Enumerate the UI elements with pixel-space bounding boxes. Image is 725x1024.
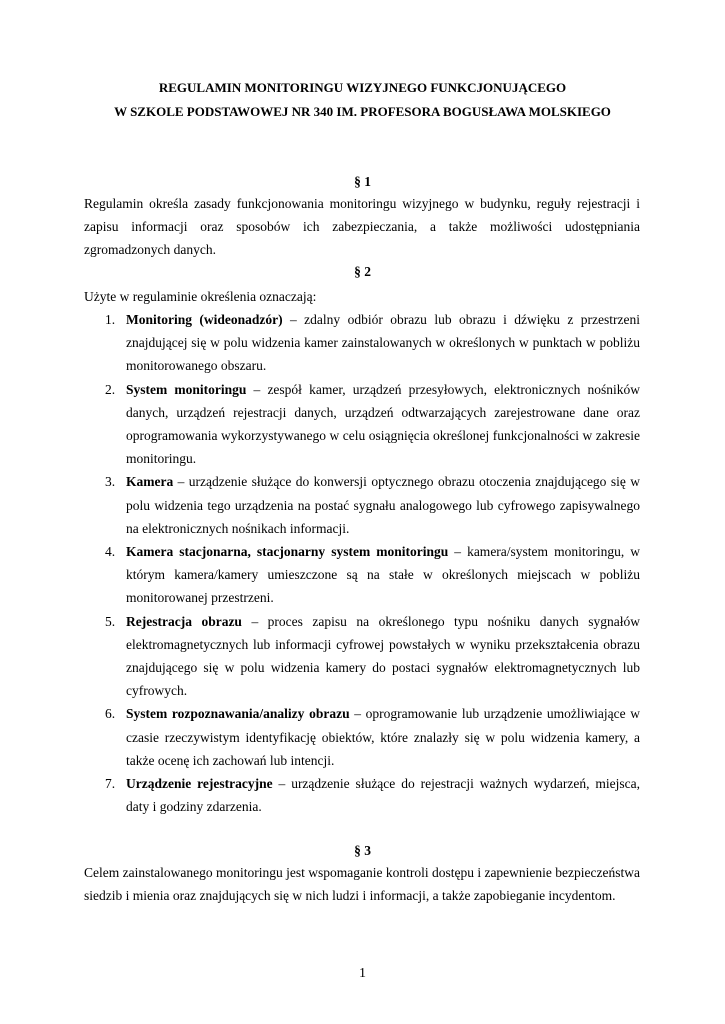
list-item-term: System rozpoznawania/analizy obrazu (126, 706, 350, 722)
list-item-number: 4. (105, 543, 116, 559)
list-item-number: 1. (105, 312, 116, 327)
list-item-term: Kamera stacjonarna, stacjonarny system monitoringu (126, 543, 449, 559)
list-item-term: Urządzenie rejestracyjne (126, 775, 273, 791)
section-3-text: Celem zainstalowanego monitoringu jest wspomaganie kontroli dostępu i zapewnienie bezpieczeństwa siedzib i mienia oraz znajdujących się w nich ludzi i informacji, a także zapobieganie incydentom. (84, 865, 640, 904)
list-item-number: 2. (105, 381, 116, 397)
list-item-text: – kamera/system monitoringu, w którym kamera/kamery umieszczone są na stałe w określonych miejscach w pobliżu monitorowanej przestrzeni. (126, 543, 640, 606)
section-1-text: Regulamin określa zasady funkcjonowania monitoringu wizyjnego w budynku, reguły rejestracji i zapisu informacji oraz sposobów ich zabezpieczania, a także możliwości udostępniania zgromadzonych danych. (84, 196, 640, 258)
section-3-heading: § 3 (354, 843, 371, 858)
document-title-line-2: W SZKOLE PODSTAWOWEJ NR 340 IM. PROFESORA BOGUSŁAWA MOLSKIEGO (114, 104, 611, 119)
list-item-text: – proces zapisu na określonego typu nośniku danych sygnałów elektromagnetycznych lub informacji cyfrowej powstałych w wyniku przekształcenia obrazu znajdującego się w polu widzenia kamery do postaci sygnałów elektromagnetycznych lub cyfrowych. (126, 613, 640, 699)
section-2-heading: § 2 (354, 264, 371, 279)
section-2-intro: Użyte w regulaminie określenia oznaczają: (84, 289, 317, 304)
list-item (84, 378, 640, 471)
list-item-term: Kamera (126, 474, 174, 490)
document-title-line-1: REGULAMIN MONITORINGU WIZYJNEGO FUNKCJONUJĄCEGO (158, 80, 567, 95)
list-item-number: 7. (105, 775, 116, 791)
list-item-text: – oprogramowanie lub urządzenie umożliwiające w czasie rzeczywistym identyfikację obiektów, które znalazły się w polu widzenia kamery, a także ocenę ich zachowań lub intencji. (126, 706, 640, 768)
list-item-text: – zespół kamer, urządzeń przesyłowych, elektronicznych nośników danych, urządzeń rejestracji danych, urządzeń odtwarzających zarejestrowane dane oraz oprogramowania wykorzystywanego w celu osiągnięcia określonej funkcjonalności w zakresie monitoringu. (126, 381, 640, 467)
list-item-text: – urządzenie służące do konwersji optycznego obrazu otoczenia znajdującego się w polu widzenia tego urządzenia na postać sygnału analogowego lub cyfrowego zapisywalnego na elektronicznych nośnikach informacji. (126, 474, 640, 536)
list-item-term: Monitoring (wideonadzór) (126, 312, 283, 327)
list-item (84, 308, 640, 378)
definitions-list (84, 308, 640, 818)
list-item (84, 470, 640, 540)
page-number: 1 (359, 966, 366, 981)
list-item (84, 702, 640, 772)
section-1-heading: § 1 (354, 174, 371, 189)
list-item-number: 5. (105, 613, 116, 629)
list-item-text: – urządzenie służące do rejestracji ważnych wydarzeń, miejsca, daty i godziny zdarzenia. (126, 775, 641, 815)
list-item-number: 6. (105, 706, 116, 722)
list-item (84, 610, 640, 703)
list-item-text: – zdalny odbiór obrazu lub obrazu i dźwięku z przestrzeni znajdującej się w polu widzenia kamer zainstalowanych w określonych w punktach w pobliżu monitorowanego obszaru. (126, 312, 640, 374)
list-item-term: System monitoringu (126, 381, 247, 397)
list-item-number: 3. (105, 474, 116, 490)
list-item (84, 772, 640, 818)
list-item-term: Rejestracja obrazu (126, 613, 242, 629)
list-item (84, 540, 640, 610)
